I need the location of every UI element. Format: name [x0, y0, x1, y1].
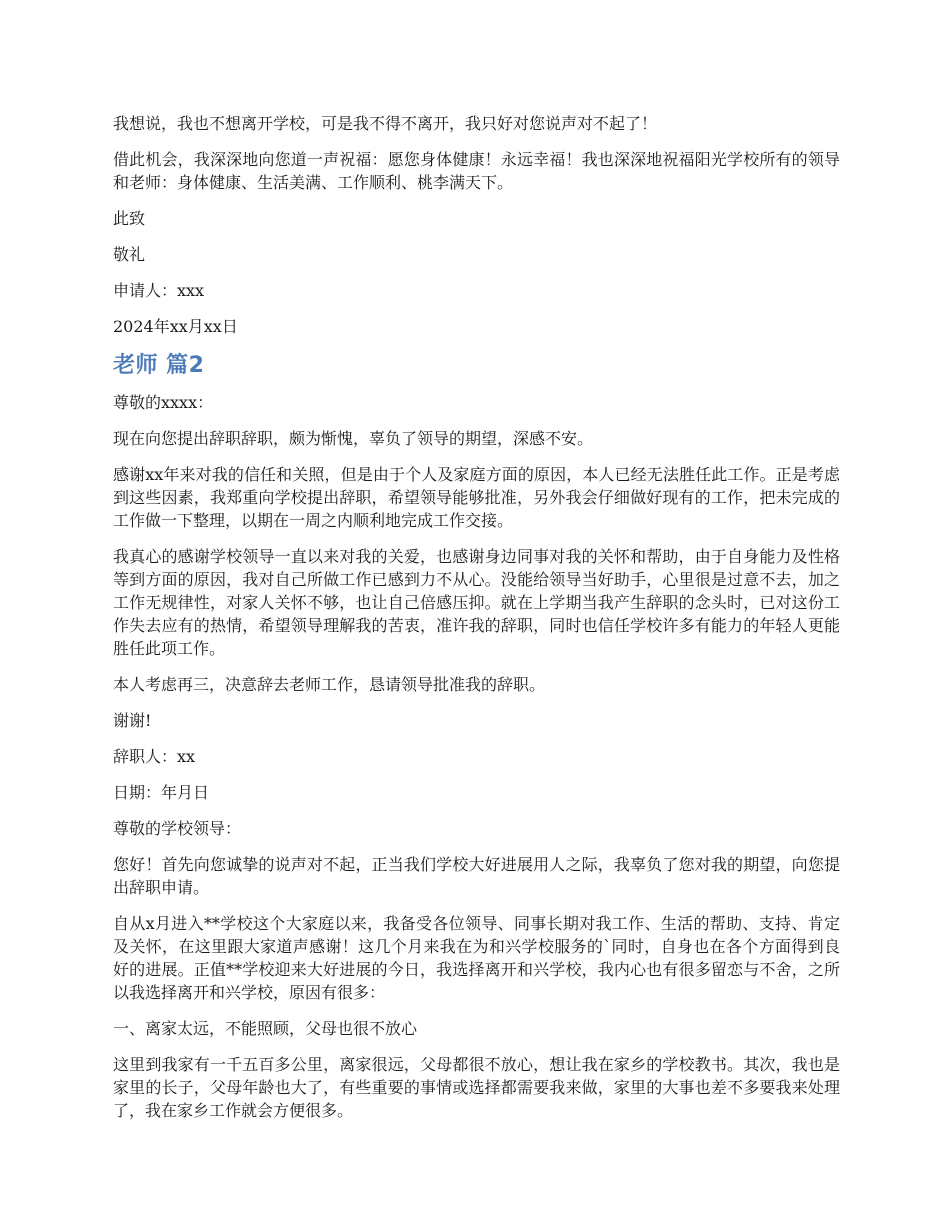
paragraph-background: 自从x月进入**学校这个大家庭以来，我备受各位领导、同事长期对我工作、生活的帮助、支持、肯定及关怀，在这里跟大家道声感谢！这几个月来我在为和兴学校服务的`同时，自身也在各个方面得到良好的进展。正值**学校迎来大好进展的今日，我选择离开和兴学校，我内心也有很多留恋与不舍，之所以我选择离开和兴学校，原因有很多：	[113, 914, 840, 1002]
greeting-leaders: 尊敬的学校领导：	[113, 819, 242, 838]
paragraph-intro: 现在向您提出辞职辞职，颇为惭愧，辜负了领导的期望，深感不安。	[113, 429, 594, 448]
resigner-signature: 辞职人：xx	[113, 747, 196, 766]
paragraph-apology: 您好！首先向您诚挚的说声对不起，正当我们学校大好进展用人之际，我辜负了您对我的期望，向您提出辞职申请。	[113, 855, 840, 897]
paragraph-reason-one: 这里到我家有一千五百多公里，离家很远，父母都很不放心，想让我在家乡的学校教书。其次，我也是家里的长子，父母年龄也大了，有些重要的事情或选择都需要我来做，家里的大事也差不多要我来处理了，我在家乡工作就会方便很多。	[113, 1055, 840, 1120]
letter-date: 2024年xx月xx日	[113, 317, 238, 336]
thank-you-line: 谢谢!	[113, 711, 152, 730]
document-page	[113, 112, 840, 1135]
closing-salutation: 此致	[113, 209, 146, 228]
reason-heading-one: 一、离家太远，不能照顾，父母也很不放心	[113, 1019, 418, 1038]
paragraph-reasons: 我真心的感谢学校领导一直以来对我的关爱，也感谢身边同事对我的关怀和帮助，由于自身能力及性格等到方面的原因，我对自己所做工作已感到力不从心。没能给领导当好助手，心里很是过意不去，加之工作无规律性，对家人关怀不够，也让自己倍感压抑。就在上学期当我产生辞职的念头时，已对这份工作失去应有的热情，希望领导理解我的苦衷，准许我的辞职，同时也信任学校许多有能力的年轻人更能胜任此项工作。	[113, 547, 840, 658]
section-heading: 老师 篇2	[113, 353, 205, 378]
paragraph-decision: 本人考虑再三，决意辞去老师工作，恳请领导批准我的辞职。	[113, 675, 546, 694]
closing-respect: 敬礼	[113, 245, 146, 264]
greeting: 尊敬的xxxx：	[113, 393, 214, 412]
paragraph-farewell: 我想说，我也不想离开学校，可是我不得不离开，我只好对您说声对不起了！	[113, 114, 658, 133]
applicant-signature: 申请人：xxx	[113, 281, 205, 300]
date-line: 日期：年月日	[113, 783, 210, 802]
paragraph-thanks: 感谢xx年来对我的信任和关照，但是由于个人及家庭方面的原因，本人已经无法胜任此工作。正是考虑到这些因素，我郑重向学校提出辞职，希望领导能够批准，另外我会仔细做好现有的工作，把未完成的工作做一下整理，以期在一周之内顺利地完成工作交接。	[113, 465, 840, 530]
paragraph-blessing: 借此机会，我深深地向您道一声祝福：愿您身体健康！永远幸福！我也深深地祝福阳光学校所有的领导和老师：身体健康、生活美满、工作顺利、桃李满天下。	[113, 150, 840, 192]
